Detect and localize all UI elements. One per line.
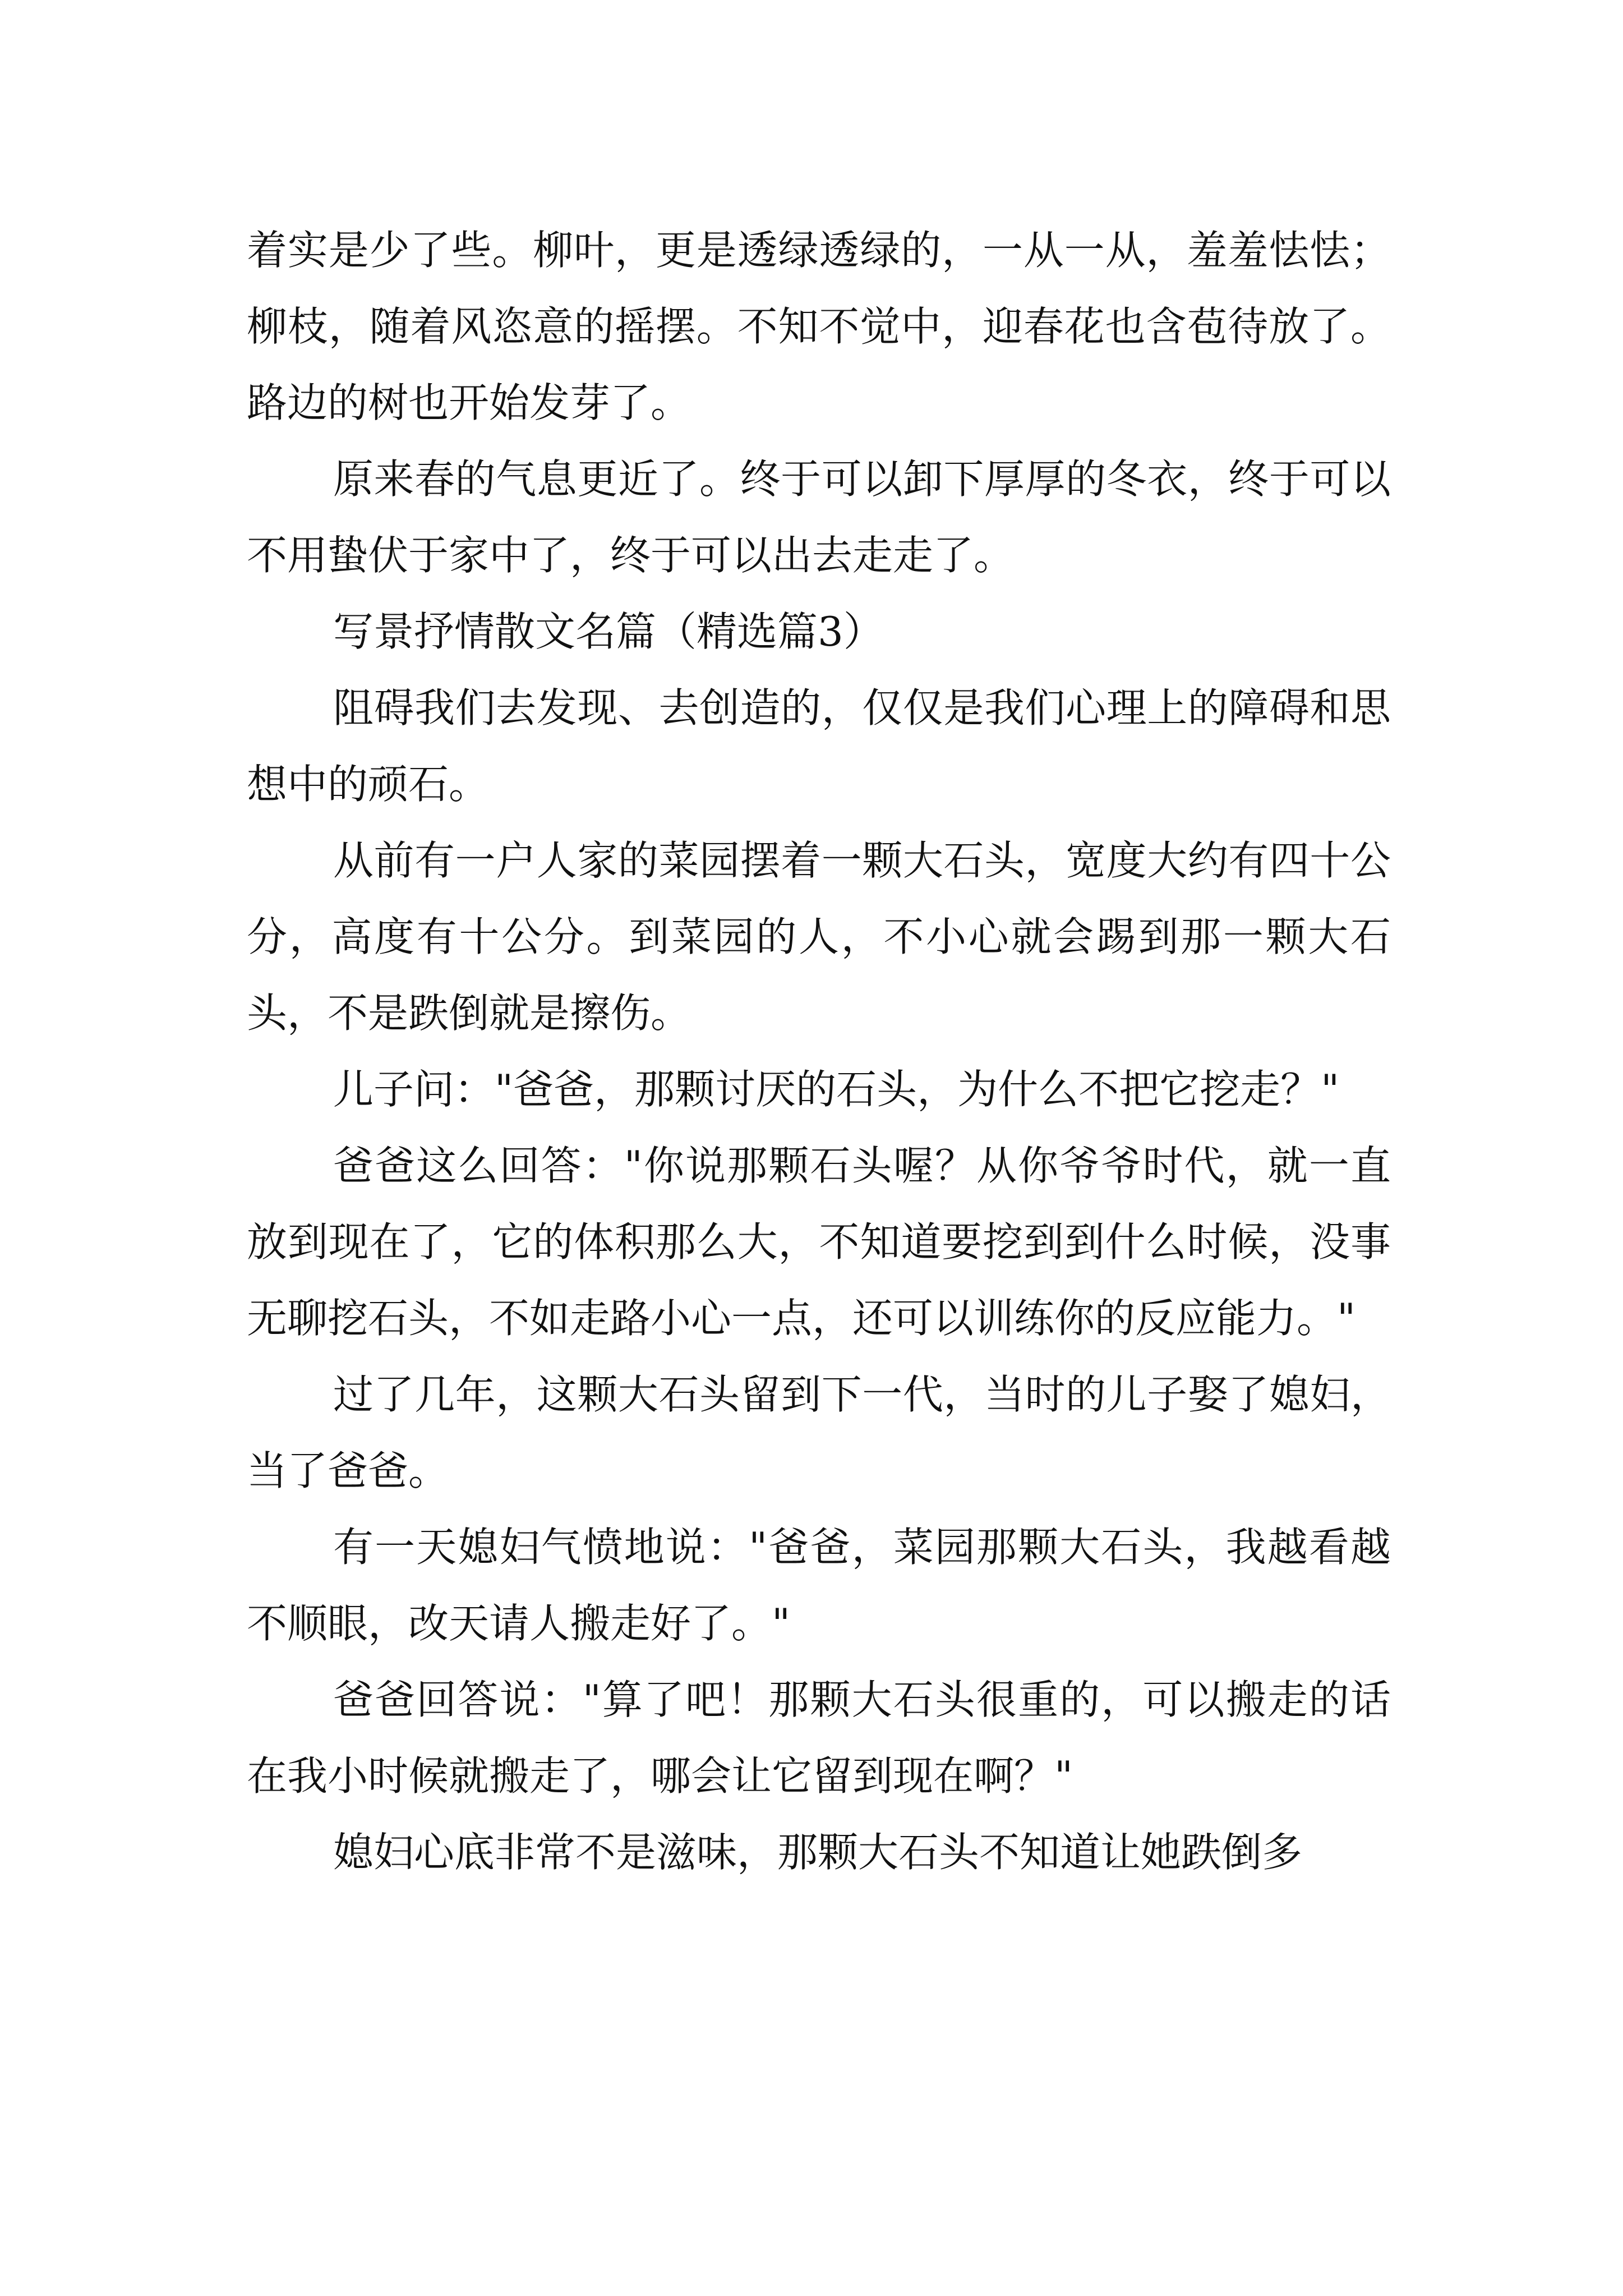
paragraph-2: 原来春的气息更近了。终于可以卸下厚厚的冬衣，终于可以不用蛰伏于家中了，终于可以出去走走了。 (247, 455, 1391, 579)
paragraph-3: 阻碍我们去发现、去创造的，仅仅是我们心理上的障碍和思想中的顽石。 (247, 684, 1391, 808)
paragraph-4: 从前有一户人家的菜园摆着一颗大石头，宽度大约有四十公分，高度有十公分。到菜园的人，不小心就会踢到那一颗大石头，不是跌倒就是擦伤。 (247, 837, 1391, 1037)
paragraph-10: 媳妇心底非常不是滋味，那颗大石头不知道让她跌倒多 (333, 1829, 1303, 1876)
paragraph-1: 着实是少了些。柳叶，更是透绿透绿的，一从一从，羞羞怯怯；柳枝，随着风恣意的摇摆。不知不觉中，迎春花也含苞待放了。路边的树也开始发芽了。 (247, 227, 1391, 426)
paragraph-5: 儿子问："爸爸，那颗讨厌的石头，为什么不把它挖走？" (333, 1066, 1340, 1113)
paragraph-7: 过了几年，这颗大石头留到下一代，当时的儿子娶了媳妇，当了爸爸。 (247, 1371, 1391, 1494)
paragraph-8: 有一天媳妇气愤地说："爸爸，菜园那颗大石头，我越看越不顺眼，改天请人搬走好了。" (247, 1524, 1391, 1647)
paragraph-6: 爸爸这么回答："你说那颗石头喔？从你爷爷时代，就一直放到现在了，它的体积那么大，不知道要挖到到什么时候，没事无聊挖石头，不如走路小心一点，还可以训练你的反应能力。" (247, 1142, 1391, 1342)
paragraph-9: 爸爸回答说："算了吧！那颗大石头很重的，可以搬走的话在我小时候就搬走了，哪会让它留到现在啊？" (247, 1676, 1391, 1800)
section-heading: 写景抒情散文名篇（精选篇3） (333, 608, 884, 655)
document-body (247, 212, 1391, 1890)
